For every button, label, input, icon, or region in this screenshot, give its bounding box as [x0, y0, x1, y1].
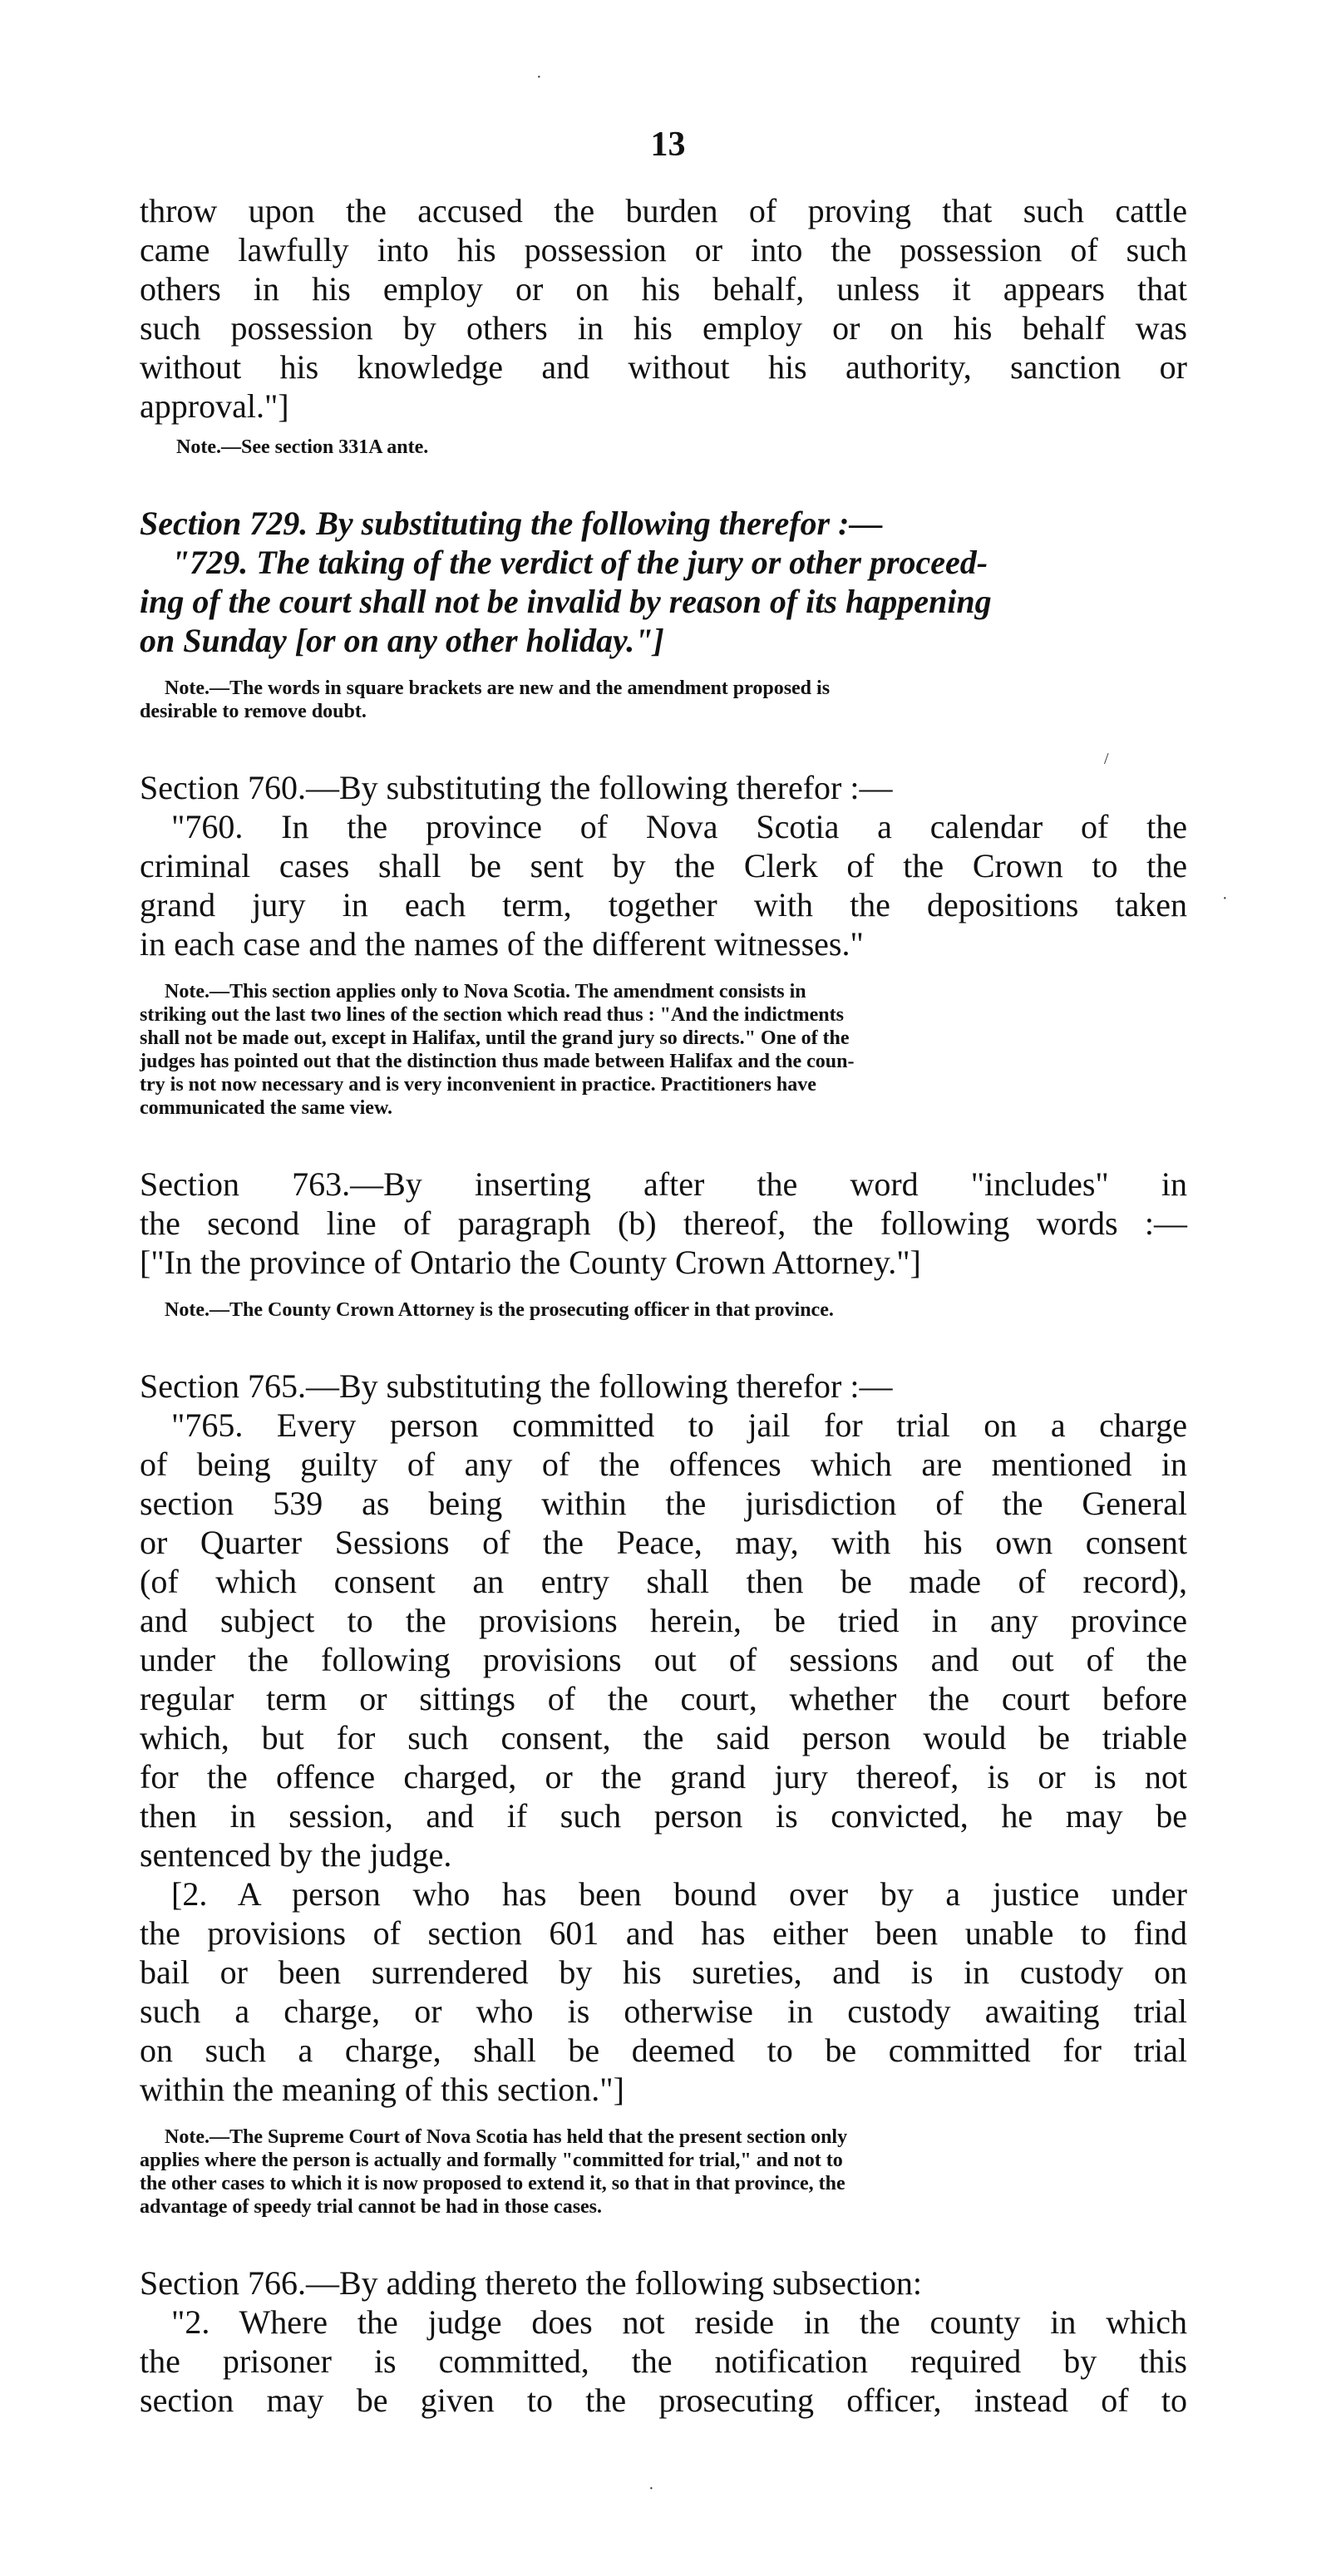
section-763-heading — [140, 1165, 1187, 1204]
section-765-line: the provisions of section 601 and has either been unable to find — [140, 1914, 1187, 1952]
section-765-line: regular term or sittings of the court, whether the court before — [140, 1680, 1187, 1717]
section-765-line: and subject to the provisions herein, be tried in any province — [140, 1602, 1187, 1639]
section-763-heading-line: Section 763.—By inserting after the word "includes" in — [140, 1165, 1187, 1203]
section-765-line: on such a charge, shall be deemed to be committed for trial — [140, 2032, 1187, 2069]
section-765-line: section 539 as being within the jurisdiction of the General — [140, 1485, 1187, 1522]
section-766-line: section may be given to the prosecuting officer, instead of to — [140, 2381, 1187, 2419]
section-760-note-line: judges has pointed out that the distinction thus made between Halifax and the coun- — [140, 1051, 855, 1072]
intro-line: without his knowledge and without his authority, sanction or — [140, 348, 1187, 386]
section-760-note-line: try is not now necessary and is very inconvenient in practice. Practitioners have — [140, 1074, 816, 1096]
section-765-note-line: Note.—The Supreme Court of Nova Scotia has held that the present section only — [165, 2126, 848, 2148]
section-765-note-line: advantage of speedy trial cannot be had in those cases. — [140, 2196, 603, 2218]
section-765-line: bail or been surrendered by his sureties, and is in custody on — [140, 1953, 1187, 1991]
section-765-text — [140, 1406, 1187, 2109]
intro-line: such possession by others in his employ or on his behalf was — [140, 309, 1187, 347]
section-766-line: "2. Where the judge does not reside in the county in which — [171, 2303, 1187, 2341]
stray-dot: · — [536, 68, 542, 86]
stray-dot: · — [648, 2480, 654, 2498]
section-766-text — [140, 2303, 1187, 2420]
page-content — [140, 191, 1187, 2420]
section-765-line: sentenced by the judge. — [140, 1836, 452, 1874]
section-765-line: under the following provisions out of sessions and out of the — [140, 1641, 1187, 1678]
section-760-note-line: striking out the last two lines of the section which read thus : "And the indictments — [140, 1004, 844, 1026]
section-763-text — [140, 1204, 1187, 1282]
section-763-line: the second line of paragraph (b) thereof, the following words :— — [140, 1204, 1187, 1242]
section-766-line: the prisoner is committed, the notification required by this — [140, 2342, 1187, 2380]
section-729-note-line: Note.—The words in square brackets are new and the amendment proposed is — [165, 677, 831, 699]
section-729-note — [140, 677, 1187, 723]
section-760-note-line: communicated the same view. — [140, 1097, 392, 1119]
section-765-line: of being guilty of any of the offences which are mentioned in — [140, 1446, 1187, 1483]
section-766-heading-line: Section 766.—By adding thereto the following subsection: — [140, 2264, 922, 2302]
section-760-note-line: Note.—This section applies only to Nova Scotia. The amendment consists in — [165, 981, 806, 1002]
section-760-heading-line: Section 760.—By substituting the following therefor :— — [140, 769, 893, 806]
intro-line: approval."] — [140, 387, 289, 425]
section-765-line: for the offence charged, or the grand jury thereof, is or is not — [140, 1758, 1187, 1795]
section-760-text — [140, 807, 1187, 963]
section-760-line: criminal cases shall be sent by the Clerk of the Crown to the — [140, 847, 1187, 884]
intro-line: throw upon the accused the burden of proving that such cattle — [140, 192, 1187, 229]
section-765-note-line: applies where the person is actually and formally "committed for trial," and not to — [140, 2150, 843, 2171]
section-765-heading — [140, 1367, 1187, 1406]
section-763-note-line: Note.—The County Crown Attorney is the prosecuting officer in that province. — [165, 1299, 834, 1321]
section-765-line: which, but for such consent, the said person would be triable — [140, 1719, 1187, 1756]
section-765-line: within the meaning of this section."] — [140, 2071, 624, 2108]
section-765-line: then in session, and if such person is convicted, he may be — [140, 1797, 1187, 1835]
intro-line: came lawfully into his possession or into the possession of such — [140, 231, 1187, 268]
section-765-heading-line: Section 765.—By substituting the following therefor :— — [140, 1367, 893, 1405]
section-729-heading: Section 729. By substituting the following therefor :— — [140, 505, 883, 542]
section-729-line: "729. The taking of the verdict of the jury or other proceed- — [171, 544, 988, 581]
section-766-heading — [140, 2263, 1187, 2303]
section-729-note-line: desirable to remove doubt. — [140, 701, 367, 722]
section-765-line: or Quarter Sessions of the Peace, may, with his own consent — [140, 1524, 1187, 1561]
section-765-line: [2. A person who has been bound over by a justice under — [171, 1875, 1187, 1913]
section-760-line: in each case and the names of the different witnesses." — [140, 925, 864, 963]
section-760-line: "760. In the province of Nova Scotia a calendar of the — [171, 808, 1187, 845]
page-number: 13 — [650, 126, 686, 164]
section-763-note — [140, 1298, 1187, 1322]
section-765-note — [140, 2125, 1187, 2219]
section-760-note — [140, 980, 1187, 1120]
intro-paragraph — [140, 191, 1187, 426]
stray-mark: / — [1104, 750, 1109, 768]
section-765-line: (of which consent an entry shall then be made of record), — [140, 1563, 1187, 1600]
intro-note: Note.—See section 331A ante. — [176, 436, 429, 458]
intro-line: others in his employ or on his behalf, unless it appears that — [140, 270, 1187, 308]
section-729-line: on Sunday [or on any other holiday."] — [140, 622, 664, 659]
section-765-line: such a charge, or who is otherwise in custody awaiting trial — [140, 1992, 1187, 2030]
section-760-note-line: shall not be made out, except in Halifax, until the grand jury so directs." One of the — [140, 1027, 850, 1049]
section-729-text — [140, 543, 1187, 660]
section-763-line: ["In the province of Ontario the County Crown Attorney."] — [140, 1244, 921, 1281]
section-760-heading — [140, 768, 1187, 807]
stray-mark: · — [1222, 889, 1228, 908]
section-765-line: "765. Every person committed to jail for trial on a charge — [171, 1406, 1187, 1444]
section-760-line: grand jury in each term, together with the depositions taken — [140, 886, 1187, 924]
section-765-note-line: the other cases to which it is now proposed to extend it, so that in that province, the — [140, 2173, 845, 2194]
section-729-line: ing of the court shall not be invalid by reason of its happening — [140, 583, 992, 620]
